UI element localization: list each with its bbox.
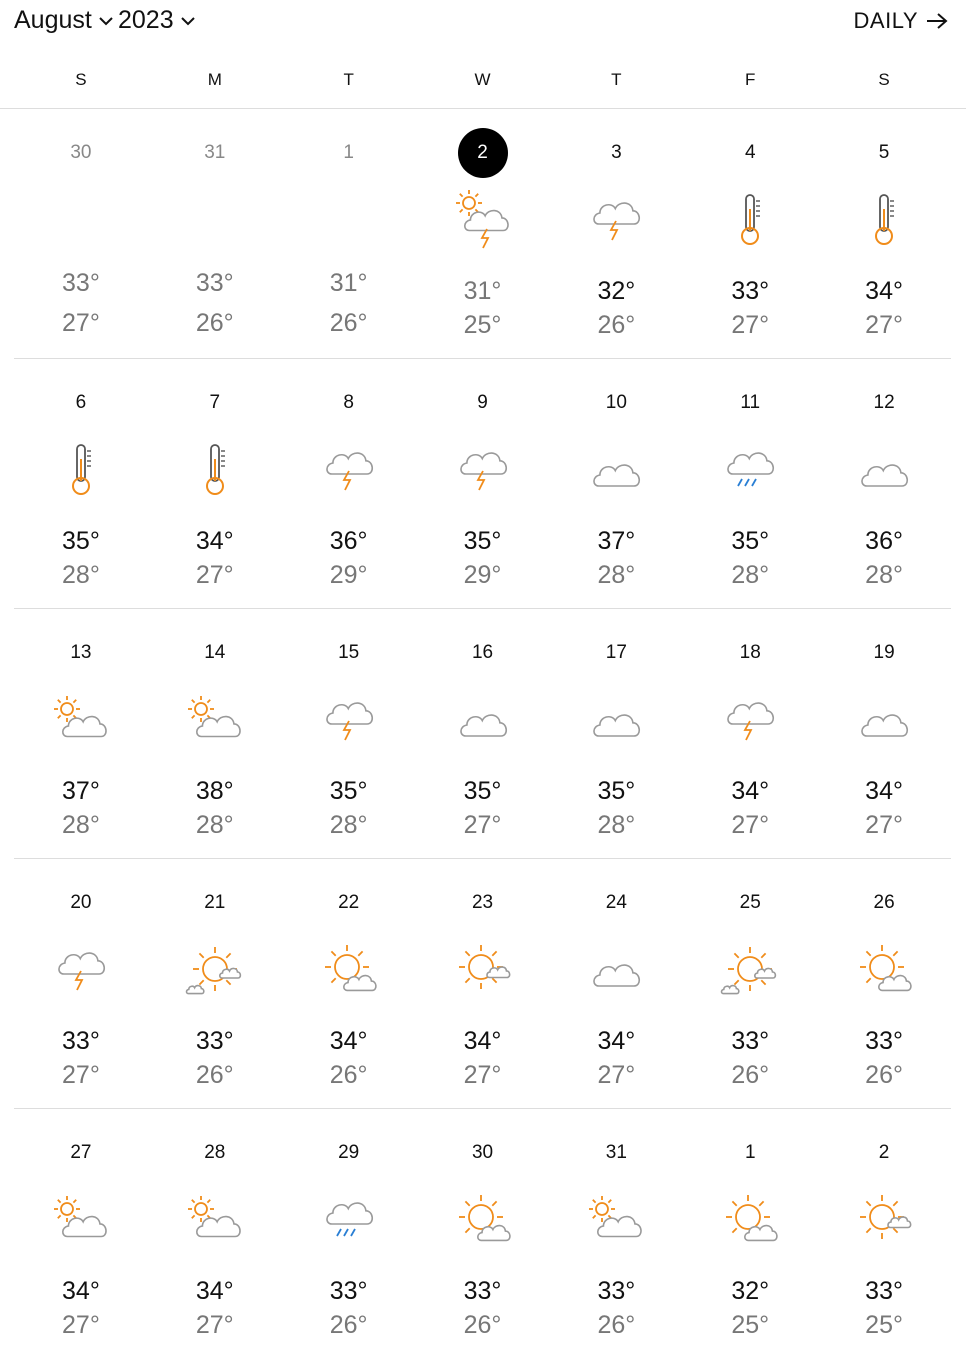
day-cell[interactable] [683,109,817,358]
weekday-label: T [343,70,354,89]
partly-cloudy-icon [586,1189,646,1249]
thunderstorm-icon [586,189,646,249]
mostly-sunny-icon [185,939,245,999]
date-number: 19 [873,642,895,663]
date-number: 31 [204,142,226,163]
low-temperature: 26° [195,1061,234,1089]
high-temperature: 34° [463,1027,502,1055]
low-temperature: 28° [195,811,234,839]
high-temperature: 35° [731,527,770,555]
low-temperature: 25° [731,1311,770,1339]
day-cell[interactable] [416,859,550,1108]
low-temperature: 26° [329,309,368,337]
day-cell[interactable] [148,859,282,1108]
day-cell[interactable] [14,359,148,608]
day-cell[interactable] [148,359,282,608]
day-cell[interactable] [683,359,817,608]
high-temperature: 33° [62,269,100,297]
day-cell[interactable] [549,359,683,608]
sun-small-cloud-icon [453,939,513,999]
date-number: 10 [605,392,627,413]
cloud-icon [586,439,646,499]
date-number: 4 [744,142,756,163]
high-temperature: 33° [731,1027,770,1055]
date-number: 7 [209,392,221,413]
day-cell[interactable] [148,109,282,358]
low-temperature: 27° [731,811,770,839]
low-temperature: 26° [195,309,234,337]
day-cell[interactable] [549,109,683,358]
day-cell[interactable] [817,109,951,358]
low-temperature: 28° [731,561,770,589]
day-cell[interactable] [14,109,148,358]
sun-cloud-icon [720,1189,780,1249]
date-number: 23 [471,892,494,913]
date-number: 11 [740,392,761,413]
date-number: 5 [878,142,890,163]
low-temperature: 27° [62,1311,100,1339]
date-number: 16 [471,642,494,663]
day-cell[interactable] [416,359,550,608]
chevron-down-icon [98,15,114,27]
thermometer-icon [854,189,914,249]
cloud-icon [586,689,646,749]
weekday-label: S [75,70,87,89]
day-cell[interactable] [817,859,951,1108]
day-cell[interactable] [817,609,951,858]
partly-cloudy-icon [51,1189,111,1249]
low-temperature: 26° [597,1311,636,1339]
low-temperature: 26° [597,311,636,339]
high-temperature: 37° [62,777,100,805]
low-temperature: 25° [865,1311,903,1339]
high-temperature: 32° [597,277,636,305]
high-temperature: 33° [865,1027,903,1055]
daily-view-link[interactable] [854,8,948,34]
high-temperature: 34° [597,1027,636,1055]
partly-cloudy-icon [185,689,245,749]
weekday-label: S [878,70,890,89]
sun-cloud-icon [319,939,379,999]
day-cell[interactable] [817,1109,951,1359]
low-temperature: 27° [195,561,234,589]
low-temperature: 29° [463,561,502,589]
date-number: 30 [471,1142,494,1163]
calendar-header [0,0,966,48]
date-number: 1 [744,1142,756,1163]
date-number: 21 [204,892,226,913]
thunderstorm-icon [319,689,379,749]
day-cell[interactable] [14,859,148,1108]
low-temperature: 27° [463,1061,502,1089]
low-temperature: 27° [463,811,502,839]
day-cell[interactable] [14,1109,148,1359]
daily-label: DAILY [853,8,918,33]
rain-icon [319,1189,379,1249]
low-temperature: 27° [195,1311,234,1339]
high-temperature: 33° [62,1027,100,1055]
low-temperature: 27° [62,1061,100,1089]
date-number: 17 [605,642,627,663]
day-cell[interactable] [683,859,817,1108]
weekday-label: F [745,70,756,89]
low-temperature: 27° [731,311,770,339]
high-temperature: 34° [195,527,234,555]
low-temperature: 28° [329,811,368,839]
high-temperature: 35° [463,777,502,805]
high-temperature: 33° [865,1277,903,1305]
partly-sunny-thunderstorm-icon [453,189,513,249]
high-temperature: 31° [329,269,368,297]
day-cell[interactable] [817,359,951,608]
high-temperature: 33° [731,277,770,305]
date-number: 9 [477,392,488,413]
high-temperature: 34° [865,277,903,305]
month-label: August [14,6,92,34]
high-temperature: 33° [195,1027,234,1055]
high-temperature: 32° [731,1277,770,1305]
today-date-badge [416,139,550,178]
date-number: 2 [458,128,508,178]
high-temperature: 36° [865,527,903,555]
low-temperature: 25° [463,311,502,339]
cloud-icon [854,439,914,499]
weekday-header-row [14,60,951,100]
date-number: 12 [873,392,895,413]
low-temperature: 26° [731,1061,770,1089]
day-cell[interactable] [549,1109,683,1359]
date-number: 25 [739,892,761,913]
high-temperature: 34° [865,777,903,805]
year-label: 2023 [118,6,174,34]
high-temperature: 31° [463,277,502,305]
date-number: 20 [70,892,92,913]
week-row [14,859,951,1109]
day-cell[interactable] [683,1109,817,1359]
high-temperature: 34° [62,1277,100,1305]
day-cell[interactable] [282,1109,416,1359]
day-cell[interactable] [416,109,550,358]
high-temperature: 34° [195,1277,234,1305]
low-temperature: 27° [865,811,903,839]
low-temperature: 29° [329,561,368,589]
mostly-sunny-icon [720,939,780,999]
low-temperature: 28° [62,811,100,839]
day-cell[interactable] [148,609,282,858]
day-cell[interactable] [416,609,550,858]
day-cell[interactable] [282,859,416,1108]
sun-small-cloud-icon [854,1189,914,1249]
high-temperature: 35° [329,777,368,805]
low-temperature: 28° [62,561,100,589]
thunderstorm-icon [720,689,780,749]
date-number: 22 [338,892,360,913]
year-select[interactable] [118,6,196,35]
cloud-icon [586,939,646,999]
high-temperature: 33° [463,1277,502,1305]
high-temperature: 35° [597,777,636,805]
day-cell[interactable] [683,609,817,858]
date-number: 31 [605,1142,627,1163]
date-number: 3 [611,142,622,163]
low-temperature: 27° [865,311,903,339]
sun-cloud-icon [854,939,914,999]
day-cell[interactable] [549,859,683,1108]
high-temperature: 36° [329,527,368,555]
date-number: 1 [343,142,354,163]
high-temperature: 34° [329,1027,368,1055]
cloud-icon [453,689,513,749]
day-cell[interactable] [282,359,416,608]
high-temperature: 33° [195,269,234,297]
high-temperature: 38° [195,777,234,805]
date-number: 24 [605,892,627,913]
week-row [14,609,951,859]
day-cell[interactable] [282,609,416,858]
week-row [14,1109,951,1359]
thermometer-icon [185,439,245,499]
low-temperature: 27° [597,1061,636,1089]
low-temperature: 27° [62,309,100,337]
date-number: 2 [878,1142,890,1163]
thunderstorm-icon [319,439,379,499]
partly-cloudy-icon [51,689,111,749]
thermometer-icon [51,439,111,499]
day-cell[interactable] [148,1109,282,1359]
high-temperature: 35° [463,527,502,555]
low-temperature: 28° [597,561,636,589]
week-row [14,359,951,609]
chevron-down-icon [180,15,196,27]
date-number: 30 [70,142,92,163]
thunderstorm-icon [51,939,111,999]
low-temperature: 26° [463,1311,502,1339]
low-temperature: 28° [597,811,636,839]
arrow-right-icon [926,12,948,30]
date-number: 13 [70,642,92,663]
day-cell[interactable] [14,609,148,858]
high-temperature: 33° [597,1277,636,1305]
week-row [14,109,951,359]
rain-icon [720,439,780,499]
partly-cloudy-icon [185,1189,245,1249]
sun-cloud-icon [453,1189,513,1249]
cloud-icon [854,689,914,749]
calendar-grid [14,109,951,1359]
low-temperature: 26° [329,1311,368,1339]
low-temperature: 26° [329,1061,368,1089]
month-select[interactable] [14,6,114,35]
high-temperature: 35° [62,527,100,555]
low-temperature: 26° [865,1061,903,1089]
weekday-label: M [207,70,222,89]
thermometer-icon [720,189,780,249]
date-number: 29 [338,1142,360,1163]
weekday-label: T [611,70,622,89]
date-number: 14 [204,642,226,663]
thunderstorm-icon [453,439,513,499]
high-temperature: 37° [597,527,636,555]
date-number: 27 [70,1142,92,1163]
day-cell[interactable] [282,109,416,358]
low-temperature: 28° [865,561,903,589]
date-number: 28 [204,1142,226,1163]
day-cell[interactable] [416,1109,550,1359]
weekday-label: W [474,70,491,89]
date-number: 26 [873,892,895,913]
high-temperature: 33° [329,1277,368,1305]
date-number: 8 [343,392,354,413]
date-number: 15 [338,642,360,663]
date-number: 18 [739,642,761,663]
high-temperature: 34° [731,777,770,805]
date-number: 6 [75,392,87,413]
day-cell[interactable] [549,609,683,858]
